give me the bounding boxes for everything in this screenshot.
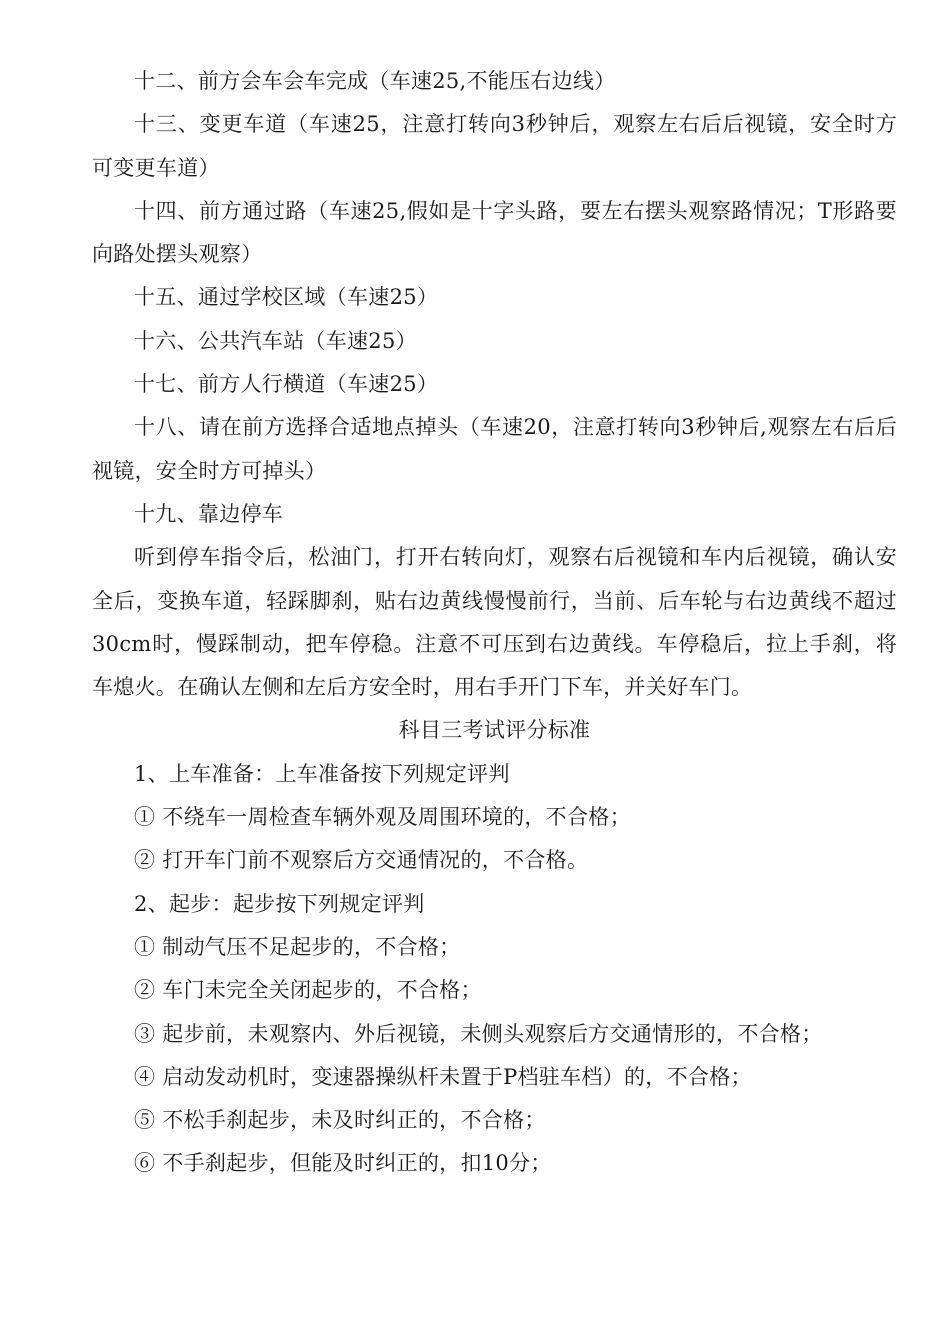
- rule-1-item-2: ② 打开车门前不观察后方交通情况的，不合格。: [134, 848, 589, 873]
- rule-2-item-1: ① 制动气压不足起步的，不合格；: [134, 934, 461, 959]
- item-13: 十三、变更车道（车速25，注意打转向3秒钟后，观察左右后后视镜，安全时方可变更车道）: [92, 112, 897, 180]
- rule-1-item-1: ① 不绕车一周检查车辆外观及周围环境的，不合格；: [134, 805, 631, 830]
- item-17: 十七、前方人行横道（车速25）: [134, 372, 439, 397]
- item-15: 十五、通过学校区域（车速25）: [134, 285, 439, 310]
- item-14: 十四、前方通过路（车速25,假如是十字头路，要左右摆头观察路情况；T形路要向路处摆头观察）: [92, 198, 897, 267]
- rule-2-item-3: ③ 起步前，未观察内、外后视镜，未侧头观察后方交通情形的，不合格；: [134, 1021, 823, 1046]
- rule-2-item-4: ④ 启动发动机时，变速器操纵杆未置于P档驻车档）的，不合格；: [134, 1064, 752, 1089]
- rule-2-item-6: ⑥ 不手刹起步，但能及时纠正的，扣10分；: [134, 1151, 552, 1176]
- rule-2-heading: 2、起步：起步按下列规定评判: [134, 891, 425, 916]
- item-12: 十二、前方会车会车完成（车速25,不能压右边线）: [134, 69, 616, 93]
- rule-2-item-5: ⑤ 不松手刹起步，未及时纠正的，不合格；: [134, 1108, 546, 1133]
- section-title: 科目三考试评分标准: [398, 718, 591, 743]
- rule-2-item-2: ② 车门未完全关闭起步的，不合格；: [134, 978, 482, 1003]
- parking-description: 听到停车指令后，松油门，打开右转向灯，观察右后视镜和车内后视镜，确认安全后，变换车道，轻踩脚刹，贴右边黄线慢慢前行，当前、后车轮与右边黄线不超过30cm时，慢踩制动，把车停稳。注意不可压到右边黄线。车停稳后，拉上手刹，将车熄火。在确认左侧和左后方安全时，用右手开门下车，并关好车门。: [92, 545, 897, 700]
- document-body: [92, 60, 897, 1186]
- item-16: 十六、公共汽车站（车速25）: [134, 328, 417, 353]
- rule-1-heading: 1、上车准备：上车准备按下列规定评判: [134, 761, 510, 786]
- item-18: 十八、请在前方选择合适地点掉头（车速20，注意打转向3秒钟后,观察左右后后视镜，安全时方可掉头）: [92, 415, 897, 483]
- item-19: 十九、靠边停车: [134, 501, 284, 526]
